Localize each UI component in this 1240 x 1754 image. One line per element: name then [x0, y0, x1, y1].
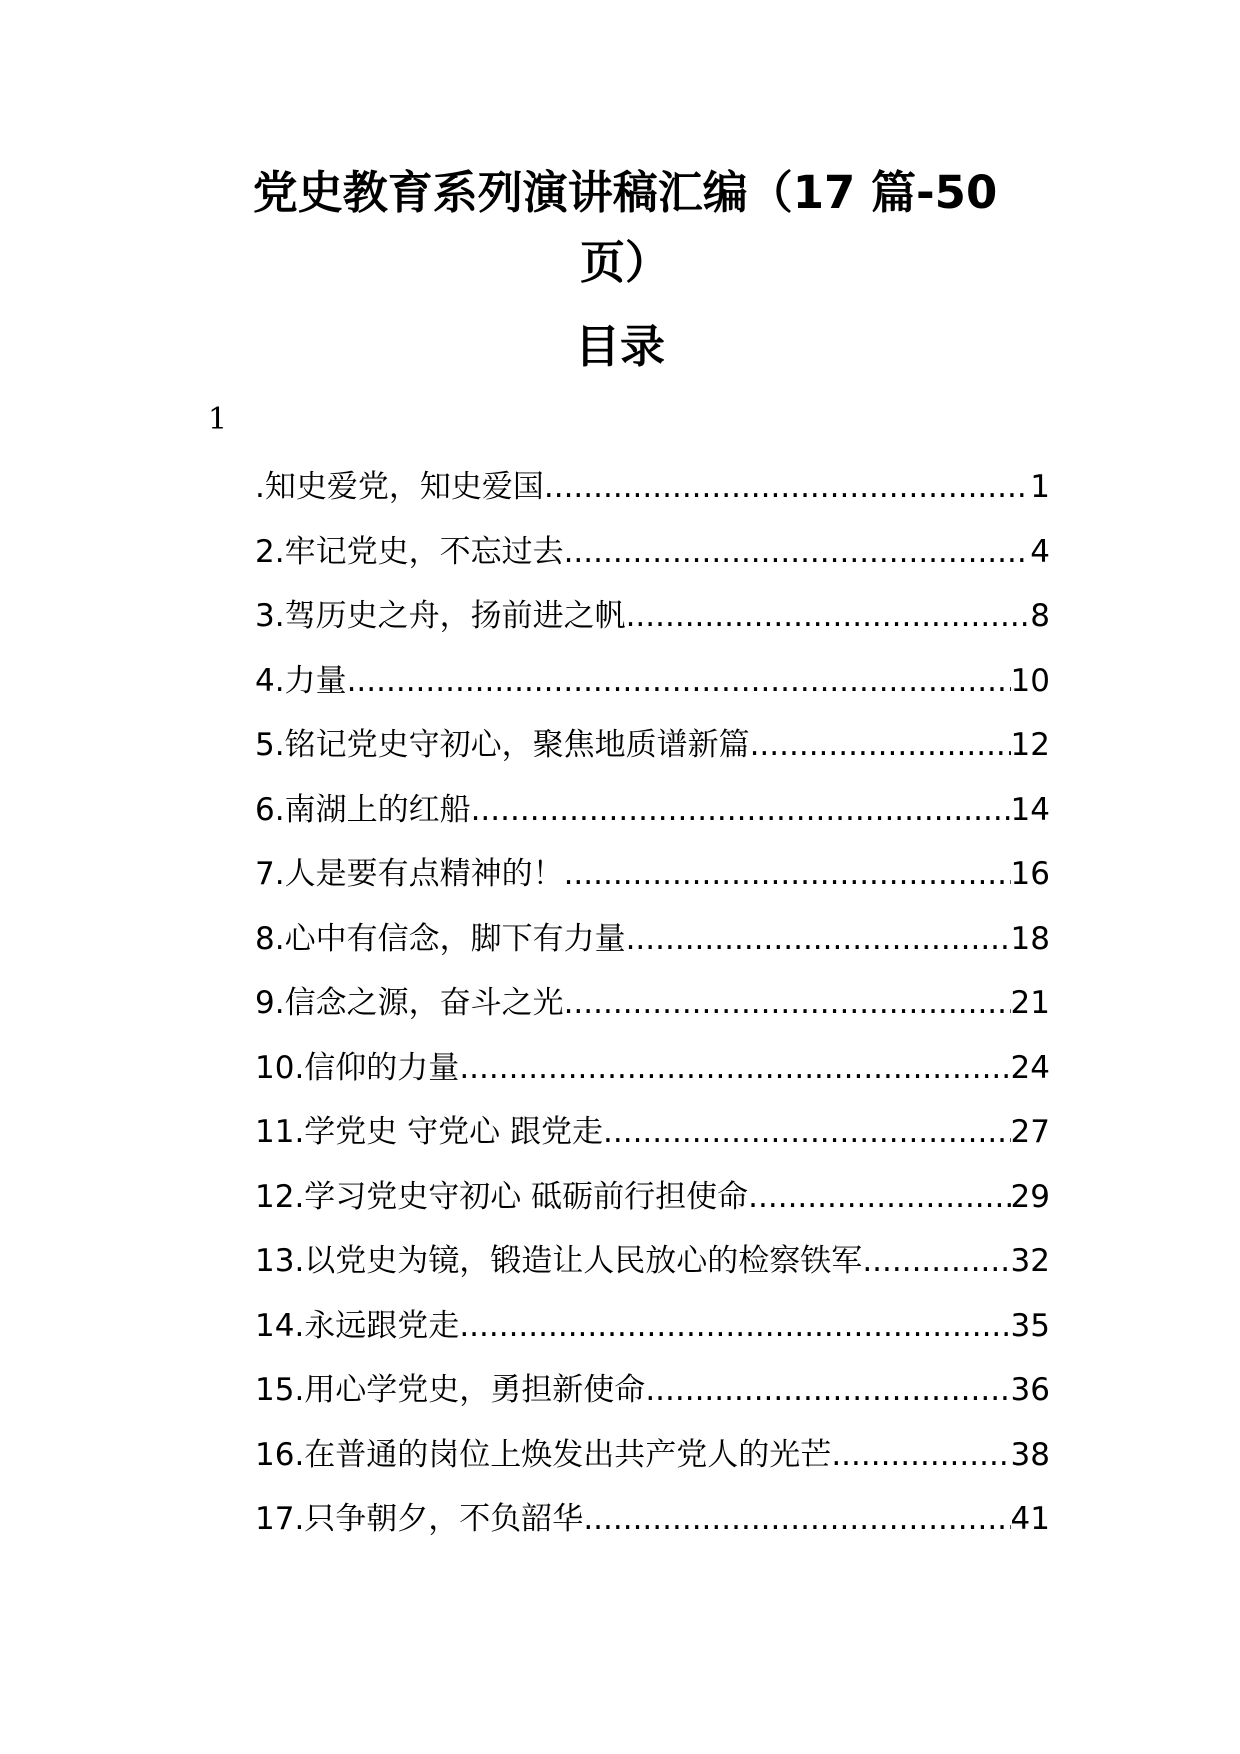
toc-entry-label: 16.在普通的岗位上焕发出共产党人的光芒 — [255, 1436, 832, 1473]
toc-entry[interactable] — [255, 649, 1050, 714]
toc-leader-dots — [862, 1229, 1010, 1294]
toc-leader-dots — [347, 649, 1011, 714]
toc-leader-dots — [564, 842, 1011, 907]
toc-entry-label: 13.以党史为镜，锻造让人民放心的检察铁军 — [255, 1243, 863, 1279]
toc-entry-page: 10 — [1010, 662, 1050, 699]
toc-entry-page: 27 — [1010, 1114, 1050, 1150]
toc-entry[interactable] — [255, 1487, 1050, 1552]
toc-leader-dots — [459, 1294, 1010, 1359]
toc-entry-page: 21 — [1010, 985, 1050, 1021]
toc-leader-dots — [564, 520, 1031, 585]
toc-entry-label: 9.信念之源，奋斗之光 — [255, 985, 564, 1021]
toc-entry-page: 16 — [1010, 856, 1050, 892]
toc-entry-page: 41 — [1010, 1501, 1050, 1537]
toc-entry-label: 12.学习党史守初心 砥砺前行担使命 — [255, 1178, 749, 1215]
toc-entry-page: 24 — [1010, 1049, 1050, 1086]
toc-entry-page: 32 — [1010, 1243, 1050, 1279]
toc-entry-label: 10.信仰的力量 — [255, 1049, 460, 1086]
toc-entry-page: 14 — [1010, 791, 1050, 828]
toc-entry-label: 5.铭记党史守初心，聚焦地质谱新篇 — [255, 727, 750, 763]
document-title-line-1: 党史教育系列演讲稿汇编（17 篇-50 — [252, 166, 998, 219]
toc-leader-dots — [544, 455, 1030, 520]
toc-entry-label: 4.力量 — [255, 662, 347, 699]
toc-entry[interactable] — [255, 455, 1050, 520]
toc-leader-dots — [748, 1165, 1010, 1230]
toc-entry[interactable] — [255, 713, 1050, 778]
toc-entry-page: 36 — [1010, 1372, 1050, 1408]
toc-entry-page: 29 — [1010, 1178, 1050, 1215]
toc-leader-dots — [626, 907, 1011, 972]
toc-entry-label: 17.只争朝夕，不负韶华 — [255, 1501, 584, 1537]
toc-entry-label: 6.南湖上的红船 — [255, 791, 471, 828]
document-title — [230, 158, 1020, 298]
toc-leader-dots — [564, 971, 1011, 1036]
toc-entry-page: 18 — [1010, 920, 1050, 957]
toc-entry-label: 14.永远跟党走 — [255, 1307, 460, 1344]
toc-entry-label: .知史爱党，知史爱国 — [255, 469, 544, 505]
toc-entry[interactable] — [255, 1100, 1050, 1165]
toc-entry-label: 11.学党史 守党心 跟党走 — [255, 1114, 604, 1150]
toc-entry[interactable] — [255, 907, 1050, 972]
toc-list — [255, 455, 1050, 1552]
toc-leader-dots — [645, 1358, 1010, 1423]
toc-entry[interactable] — [255, 971, 1050, 1036]
toc-entry-page: 4 — [1030, 533, 1050, 570]
toc-heading: 目录 — [574, 320, 665, 373]
toc-leader-dots — [750, 713, 1011, 778]
toc-entry-page: 35 — [1010, 1307, 1050, 1344]
toc-entry[interactable] — [255, 1165, 1050, 1230]
toc-leader-dots — [583, 1487, 1010, 1552]
toc-leader-dots — [831, 1423, 1010, 1488]
toc-entry[interactable] — [255, 520, 1050, 585]
toc-entry-page: 1 — [1030, 469, 1050, 505]
toc-entry[interactable] — [255, 778, 1050, 843]
toc-entry[interactable] — [255, 1423, 1050, 1488]
toc-entry[interactable] — [255, 842, 1050, 907]
toc-entry-label: 3.驾历史之舟，扬前进之帆 — [255, 598, 626, 634]
toc-entry-label: 2.牢记党史，不忘过去 — [255, 533, 564, 570]
toc-entry[interactable] — [255, 1229, 1050, 1294]
toc-entry-page: 12 — [1010, 727, 1050, 763]
toc-leader-dots — [459, 1036, 1010, 1101]
toc-leader-dots — [626, 584, 1031, 649]
toc-entry-label: 7.人是要有点精神的！ — [255, 856, 564, 892]
toc-entry[interactable] — [255, 584, 1050, 649]
toc-entry[interactable] — [255, 1358, 1050, 1423]
toc-entry-page: 38 — [1010, 1436, 1050, 1473]
toc-stray-number: 1 — [208, 402, 228, 437]
toc-entry[interactable] — [255, 1036, 1050, 1101]
toc-entry-label: 15.用心学党史，勇担新使命 — [255, 1372, 646, 1408]
toc-entry[interactable] — [255, 1294, 1050, 1359]
document-title-line-2: 页） — [579, 236, 670, 289]
toc-leader-dots — [603, 1100, 1011, 1165]
toc-leader-dots — [471, 778, 1011, 843]
toc-entry-page: 8 — [1030, 598, 1050, 634]
toc-entry-label: 8.心中有信念，脚下有力量 — [255, 920, 626, 957]
